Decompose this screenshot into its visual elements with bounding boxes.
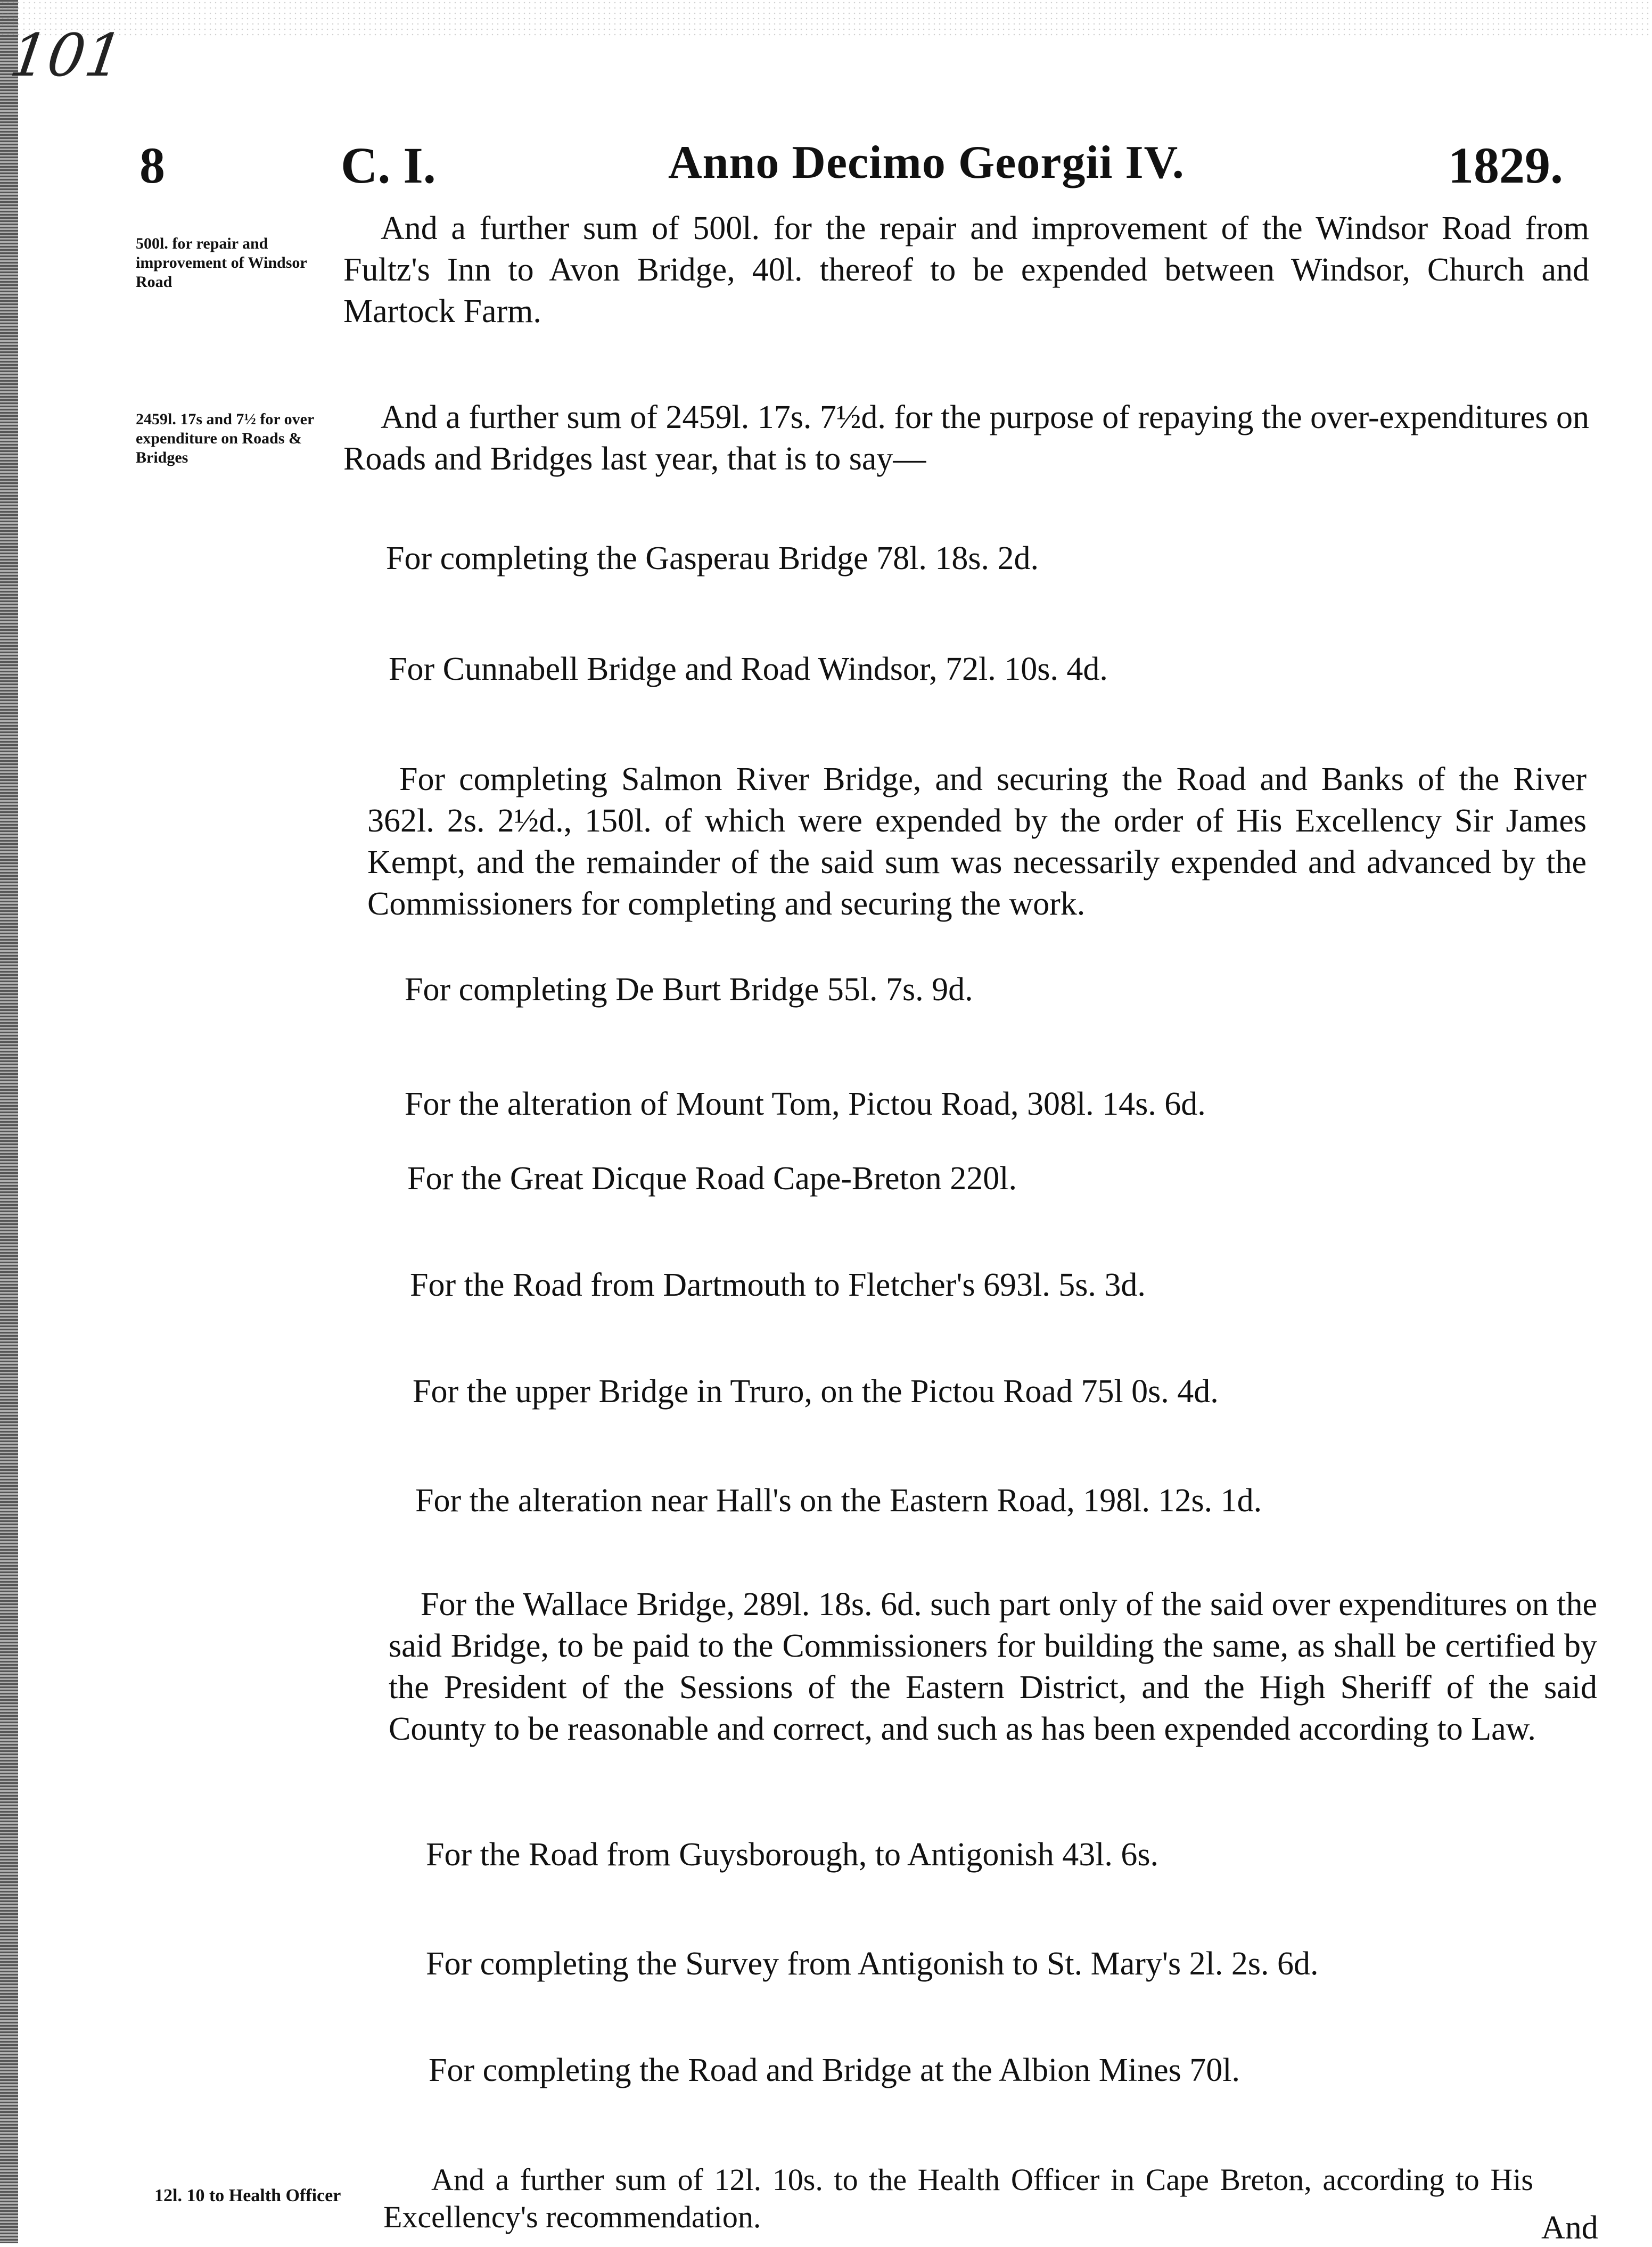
- folio-annotation: 101: [6, 21, 127, 89]
- paragraph-over-expenditure: [343, 397, 1589, 480]
- entry-gasperau-bridge: For completing the Gasperau Bridge 78l. 18s. 2d.: [386, 540, 1039, 577]
- entry-dartmouth-road: For the Road from Dartmouth to Fletcher's 693l. 5s. 3d.: [410, 1267, 1146, 1303]
- entry-albion-mines: For completing the Road and Bridge at the Albion Mines 70l.: [429, 2052, 1240, 2088]
- entry-great-dicque-road: For the Great Dicque Road Cape-Breton 220l.: [407, 1160, 1017, 1197]
- scan-noise: [0, 0, 1652, 37]
- margin-note-over-expenditure: 2459l. 17s and 7½ for over expenditure on Roads & Bridges: [136, 410, 314, 466]
- catchword: And: [1541, 2210, 1598, 2246]
- entry-salmon-river-bridge: [367, 759, 1587, 925]
- entry-truro-bridge: For the upper Bridge in Truro, on the Pictou Road 75l 0s. 4d.: [413, 1373, 1219, 1410]
- entry-antigonish-survey: For completing the Survey from Antigonish to St. Mary's 2l. 2s. 6d.: [426, 1946, 1319, 1982]
- page-title: Anno Decimo Georgii IV.: [668, 137, 1185, 188]
- entry-salmon-river-bridge-text: For completing Salmon River Bridge, and securing the Road and Banks of the River 362l. 2s. 2½d., 150l. of which were expended by the order of His Excellency Sir James Kempt, and the remainder of the said sum was necessarily expended and advanced by the Commissioners for completing and securing the work.: [367, 761, 1587, 922]
- entry-wallace-bridge: [389, 1584, 1597, 1750]
- chapter-label: C. I.: [341, 137, 436, 194]
- page-number: 8: [139, 137, 165, 194]
- entry-wallace-bridge-text: For the Wallace Bridge, 289l. 18s. 6d. such part only of the said over expenditures on the said Bridge, to be paid to the Commissioners for building the same, as shall be certified by the President of the Sessions of the Eastern District, and the High Sheriff of the said County to be reasonable and correct, and such as has been expended according to Law.: [389, 1586, 1597, 1747]
- paragraph-over-expenditure-text: And a further sum of 2459l. 17s. 7½d. for the purpose of repaying the over-expenditures on Roads and Bridges last year, that is to say—: [343, 399, 1589, 477]
- paragraph-health-officer-text: And a further sum of 12l. 10s. to the Health Officer in Cape Breton, according to His Excellency's recommendation.: [383, 2162, 1533, 2234]
- paragraph-windsor-road: [343, 208, 1589, 332]
- entry-guysborough-road: For the Road from Guysborough, to Antigonish 43l. 6s.: [426, 1837, 1159, 1873]
- entry-halls-alteration: For the alteration near Hall's on the Eastern Road, 198l. 12s. 1d.: [415, 1483, 1262, 1519]
- entry-de-burt-bridge: For completing De Burt Bridge 55l. 7s. 9d.: [405, 972, 973, 1008]
- margin-note-health-officer: 12l. 10 to Health Officer: [154, 2186, 341, 2205]
- year-label: 1829.: [1448, 137, 1563, 194]
- page-edge-shading: [0, 0, 18, 2243]
- paragraph-health-officer: [383, 2161, 1533, 2236]
- entry-cunnabell-bridge: For Cunnabell Bridge and Road Windsor, 72l. 10s. 4d.: [389, 651, 1108, 687]
- paragraph-windsor-road-text: And a further sum of 500l. for the repair and improvement of the Windsor Road from Fultz's Inn to Avon Bridge, 40l. thereof to be expended between Windsor, Church and Martock Farm.: [343, 210, 1589, 330]
- entry-mount-tom: For the alteration of Mount Tom, Pictou Road, 308l. 14s. 6d.: [405, 1086, 1206, 1122]
- margin-note-windsor: 500l. for repair and improvement of Windsor Road: [136, 235, 307, 291]
